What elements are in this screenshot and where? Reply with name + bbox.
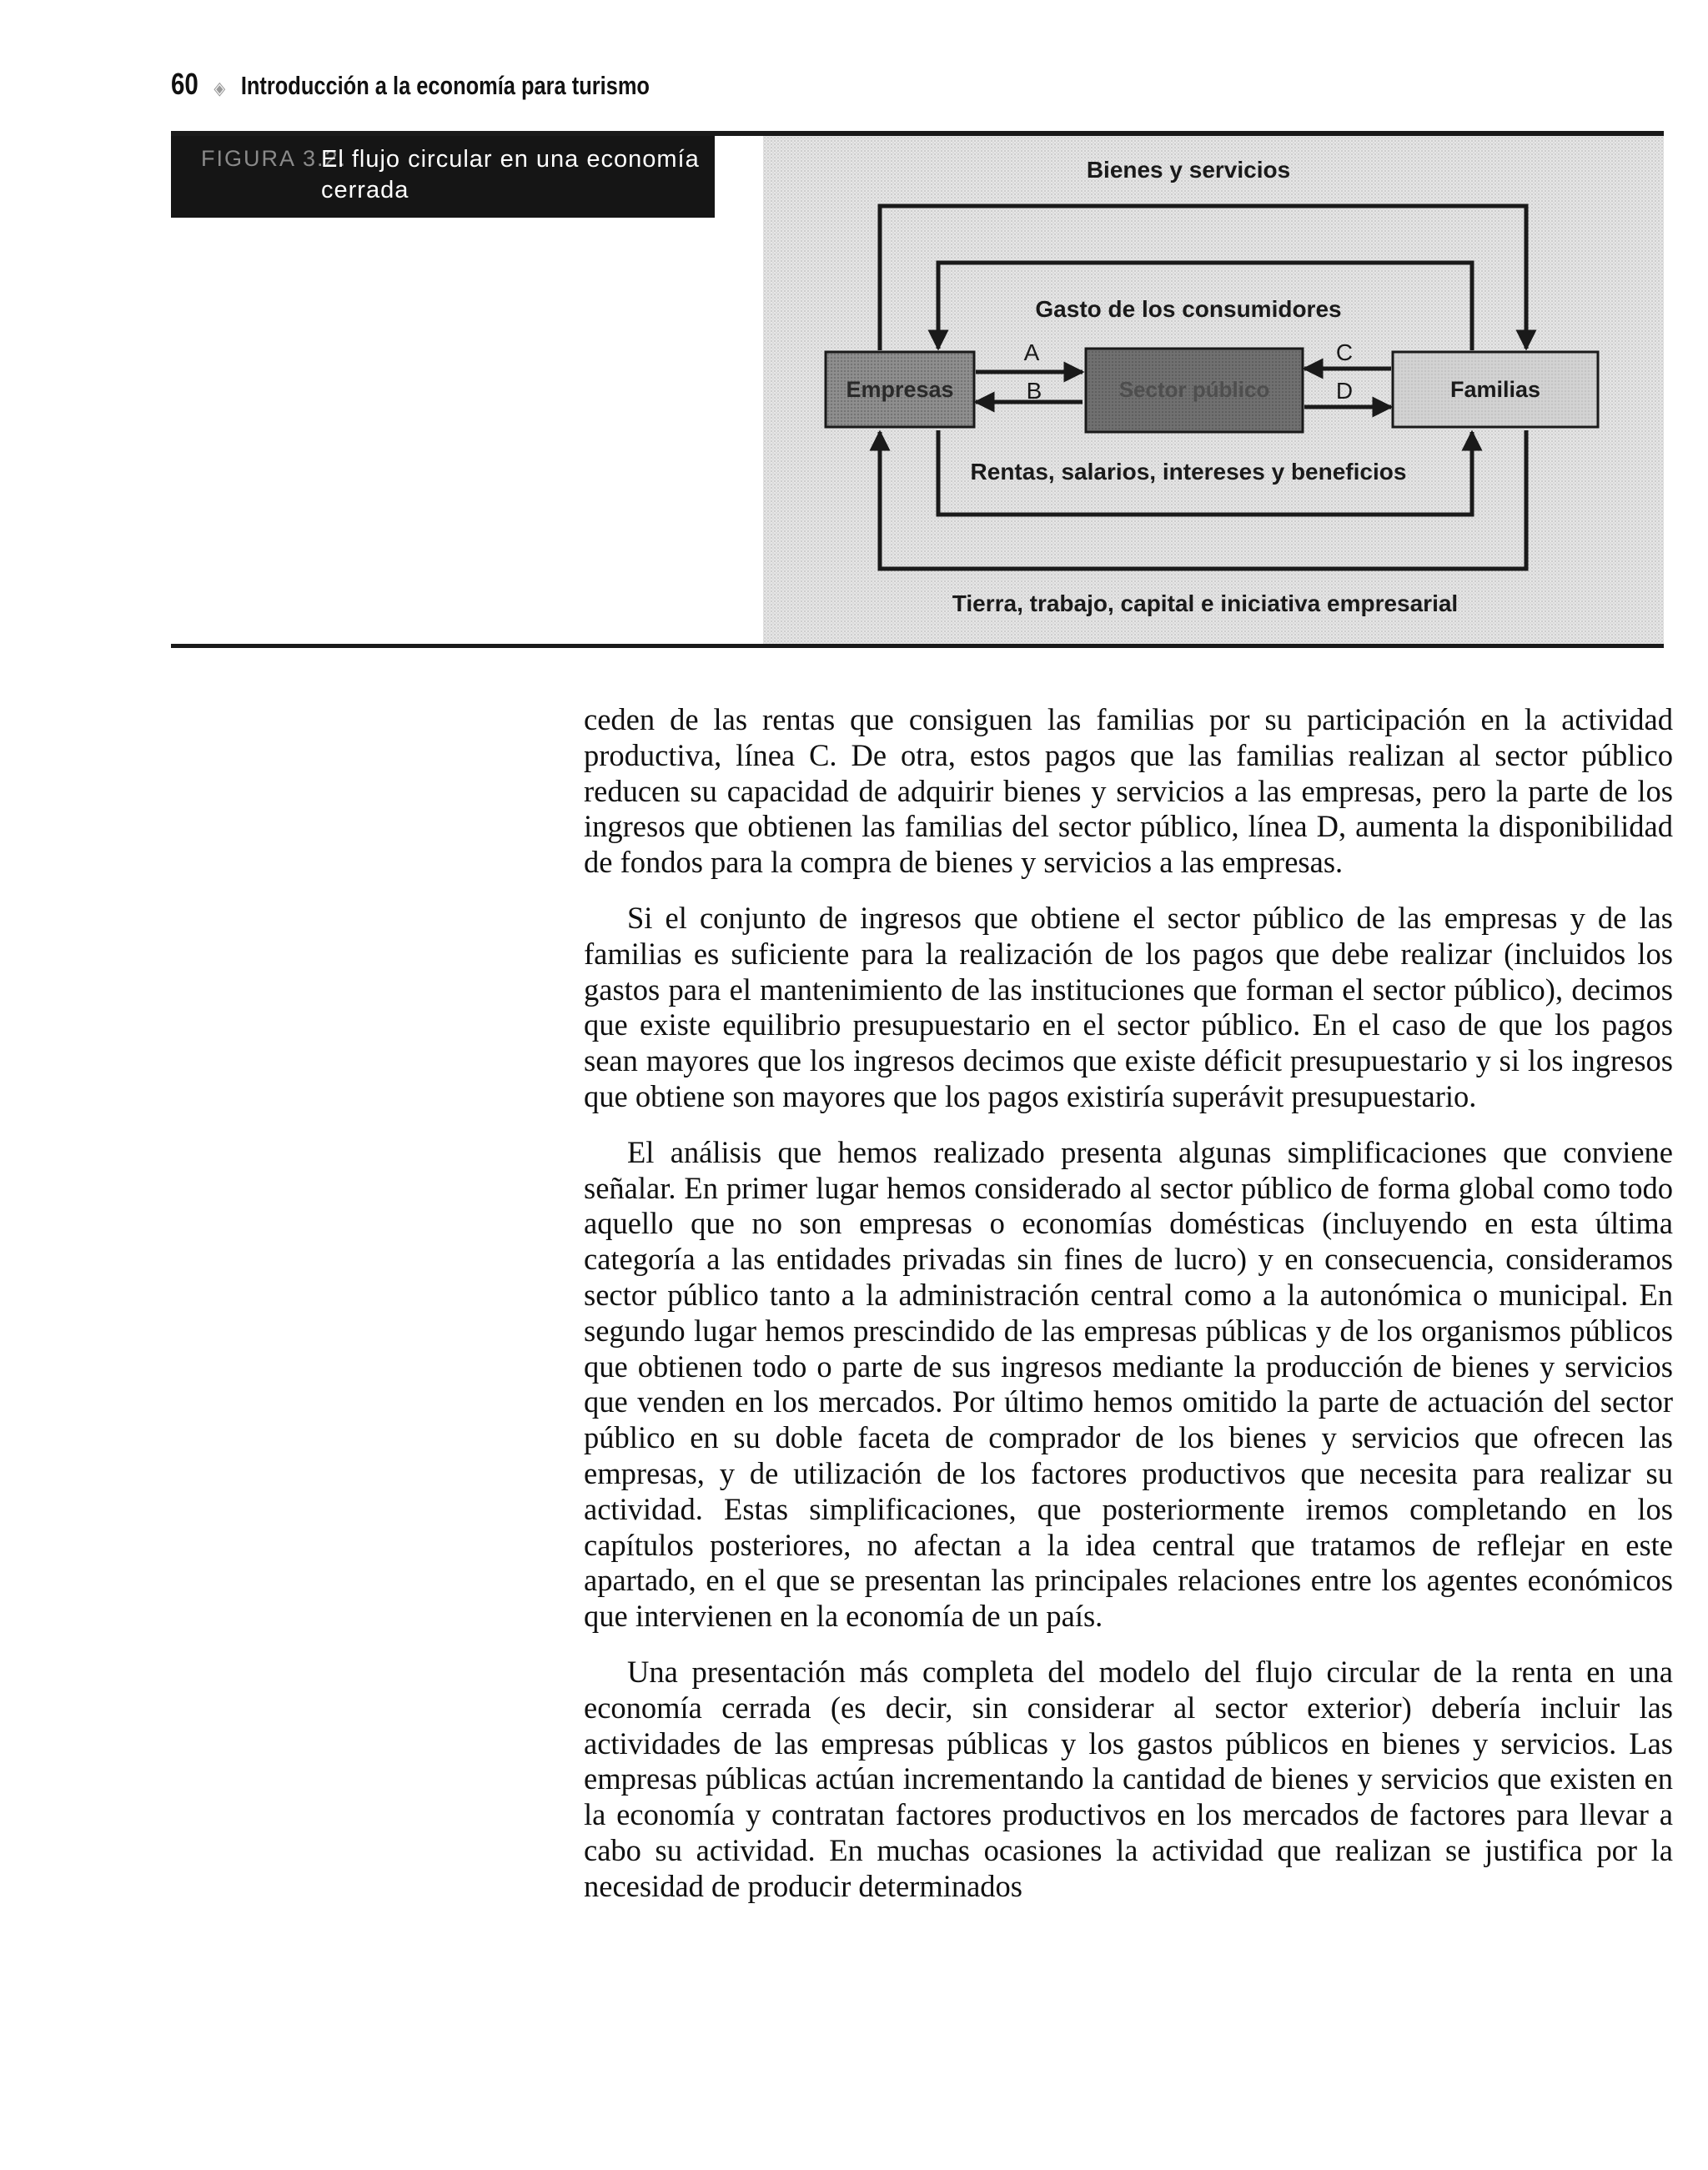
label-line-a: A	[1023, 339, 1040, 365]
page-number: 60	[171, 67, 198, 101]
body-text	[584, 702, 1673, 1925]
label-empresas: Empresas	[846, 377, 954, 402]
label-sector-publico	[1119, 377, 1270, 402]
label-factores: Tierra, trabajo, capital e iniciativa empresarial	[952, 590, 1459, 616]
label-familias: Familias	[1449, 377, 1541, 402]
label-line-d: D	[1335, 378, 1354, 404]
figure-bottom-rule	[171, 644, 1664, 648]
paragraph-3: El análisis que hemos realizado presenta algunas simplificaciones que conviene señalar. En primer lugar hemos considerado al sector público de forma global como todo aquello que no son empresas o economías domésticas (incluyendo en esta última categoría a las entidades privadas sin fines de lucro) y en consecuencia, consideramos sector público tanto a la administración central como a la autonómica o municipal. En segundo lugar hemos prescindido de las empresas públicas y de los organismos públicos que obtienen todo o parte de sus ingresos mediante la producción de bienes y servicios que venden en los mercados. Por último hemos omitido la parte de actuación del sector público en su doble faceta de comprador de los bienes y servicios que ofrecen las empresas, y de utilización de los factores productivos que necesita para realizar su actividad. Estas simplificaciones, que posteriormente iremos completando en los capítulos posteriores, no afectan a la idea central que tratamos de reflejar en este apartado, en el que se presentan las principales relaciones entre los agentes económicos que intervienen en la economía de un país.	[584, 1134, 1673, 1634]
paragraph-4: Una presentación más completa del modelo del flujo circular de la renta en una economía cerrada (es decir, sin considerar al sector exterior) debería incluir las actividades de las empresas públicas y los gastos públicos en bienes y servicios. Las empresas públicas actúan incrementando la cantidad de bienes y servicios que existen en la economía y contratan factores productivos en los mercados de factores para llevar a cabo su actividad. En muchas ocasiones la actividad que realizan se justifica por la necesidad de producir determinados	[584, 1654, 1673, 1903]
book-title: Introducción a la economía para turismo	[240, 71, 650, 100]
paragraph-1: ceden de las rentas que consiguen las familias por su participación en la actividad productiva, línea C. De otra, estos pagos que las familias realizan al sector público reducen su capacidad de adquirir bienes y servicios a las empresas, pero la parte de los ingresos que obtienen las familias del sector público, línea D, aumenta la disponibilidad de fondos para la compra de bienes y servicios a las empresas.	[584, 702, 1673, 880]
paragraph-2: Si el conjunto de ingresos que obtiene el sector público de las empresas y de las familias es suficiente para la realización de los pagos que debe realizar (incluidos los gastos para el mantenimiento de las instituciones que forman el sector público), decimos que existe equilibrio presupuestario en el sector público. En el caso de que los pagos sean mayores que los ingresos decimos que existe déficit presupuestario y si los ingresos que obtiene son mayores que los pagos existiría superávit presupuestario.	[584, 900, 1673, 1113]
label-bienes-y-servicios: Bienes y servicios	[1086, 157, 1291, 183]
label-gasto-consumidores: Gasto de los consumidores	[1035, 296, 1342, 322]
label-line-c: C	[1335, 339, 1354, 365]
label-rentas: Rentas, salarios, intereses y beneficios	[970, 459, 1407, 485]
figure-number: FIGURA 3.2.	[201, 146, 348, 171]
label-line-b: B	[1026, 378, 1042, 404]
figure-title: El flujo circular en una economía cerrada	[321, 146, 700, 203]
figure-caption-box	[171, 136, 715, 218]
circular-flow-diagram	[0, 0, 1708, 667]
label-sector-publico-text: Sector público	[1118, 377, 1270, 402]
separator-icon: ◈	[214, 78, 226, 98]
